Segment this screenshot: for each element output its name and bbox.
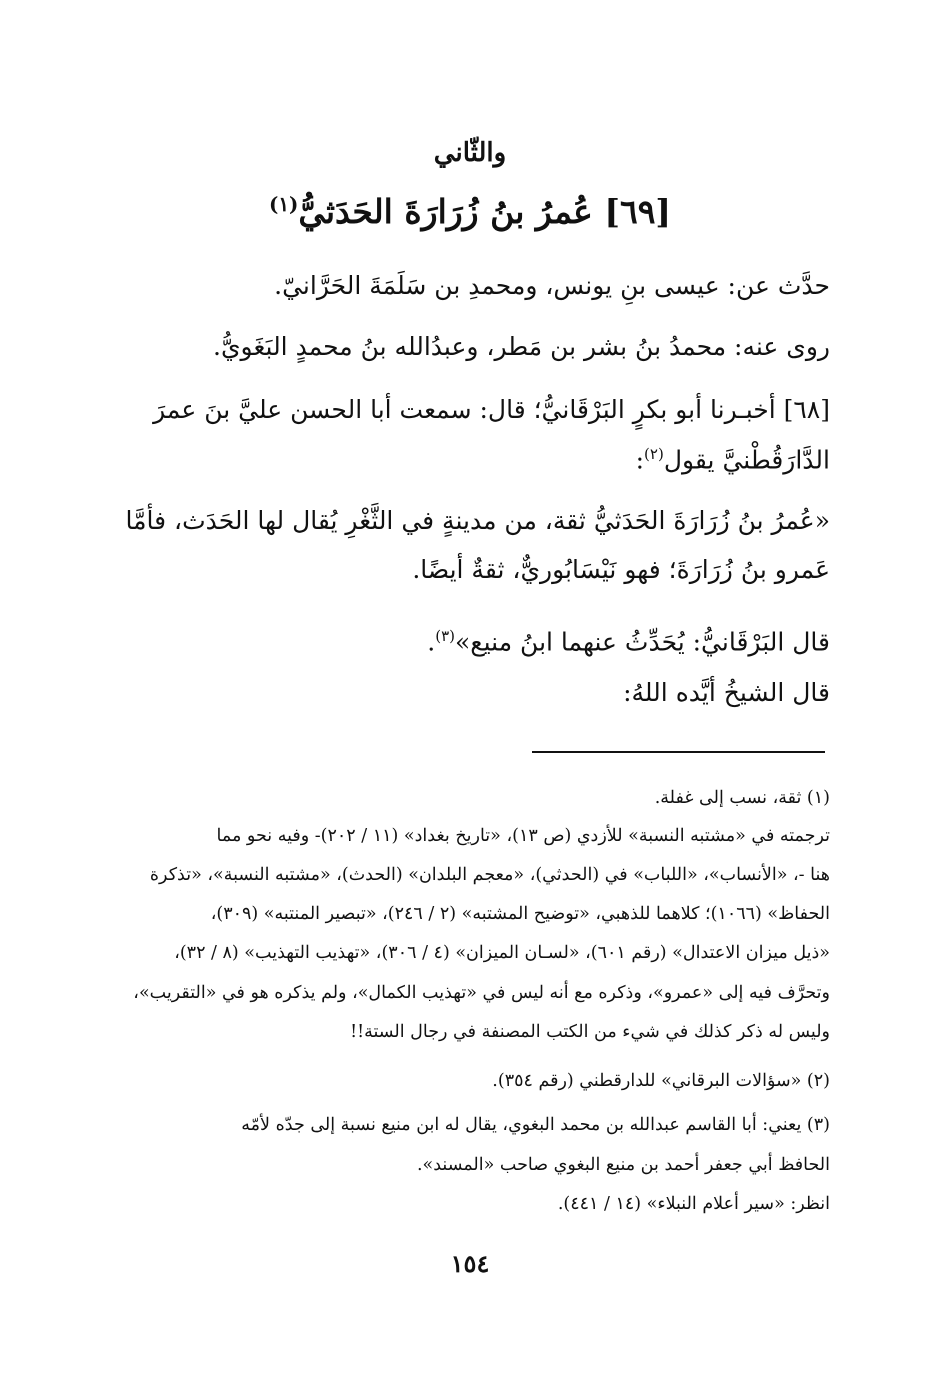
quote-line-2: عَمرو بنُ زُرَارَةَ؛ فهو نَيْسَابُوريٌّ، ثقةٌ أيضًا. — [412, 555, 830, 584]
body-line-narrated-by: روى عنه: محمدُ بنُ بشر بن مَطر، وعبدُالله بنُ محمدٍ البَغَويُّ. — [213, 332, 830, 361]
footnote-1-line-5: «ذيل ميزان الاعتدال» (رقم ٦٠١)، «لسـان الميزان» (٤ / ٣٠٦)، «تهذيب التهذيب» (٨ / ٣٢)، — [174, 943, 830, 963]
quote-line-1: «عُمرُ بنُ زُرَارَةَ الحَدَثيُّ ثقة، من مدينةٍ في الثَّغْرِ يُقال لها الحَدَث، فأمَّا — [125, 506, 830, 535]
body-line-narrated-from: حدَّث عن: عيسى بنِ يونس، ومحمدِ بن سَلَمَةَ الحَرَّانيّ. — [274, 271, 830, 300]
footnote-ref-1: (١) — [268, 192, 299, 216]
section-subheading: والثّاني — [433, 138, 507, 168]
footnote-1-line-3: هنا -، «الأنساب»، «اللباب» في (الحدثي)، «معجم البلدان» (الحدث)، «مشتبه النسبة»، «تذكرة — [149, 865, 830, 885]
footnote-2: (٢) «سؤالات البرقاني» للدارقطني (رقم ٣٥٤). — [492, 1071, 830, 1091]
footnote-ref-3: (٣) — [435, 627, 456, 645]
footnote-1-line-6: وتحرَّف فيه إلى «عمرو»، وذكره مع أنه ليس في «تهذيب الكمال»، ولم يذكره هو في «التقريب»، — [133, 983, 830, 1003]
shaykh-statement: قال الشيخُ أيَّده اللهُ: — [623, 678, 830, 707]
footnote-1-line-1: (١) ثقة، نسب إلى غفلة. — [654, 788, 830, 808]
barqani-statement: قال البَرْقَانيُّ: يُحَدِّثُ عنهما ابنُ منيع»$^{(٣)}$. — [427, 627, 830, 657]
footnote-1-line-7: وليس له ذكر كذلك في شيء من الكتب المصنفة في رجال الستة!! — [350, 1022, 830, 1042]
footnote-3-line-1: (٣) يعني: أبا القاسم عبدالله بن محمد البغوي، يقال له ابن منيع نسبة إلى جدّه لأمّه — [241, 1115, 830, 1135]
paragraph-1-line-1: [٦٨] أخبـرنا أبو بكرٍ البَرْقَانيُّ؛ قال: سمعت أبا الحسن عليَّ بنَ عمرَ — [153, 395, 830, 424]
entry-title — [0, 192, 940, 231]
footnote-divider — [532, 751, 825, 753]
paragraph-1-line-2: الدَّارَقُطْنيَّ يقول$^{(٢)}$: — [635, 445, 830, 475]
footnote-3-line-2: الحافظ أبي جعفر أحمد بن منيع البغوي صاحب «المسند». — [416, 1155, 830, 1175]
footnote-1-line-4: الحفاظ» (١٠٦٦)؛ كلاهما للذهبي، «توضيح المشتبه» (٢ / ٢٤٦)، «تبصير المنتبه» (٣٠٩)، — [210, 904, 830, 924]
footnote-1-line-2: ترجمته في «مشتبه النسبة» للأزدي (ص ١٣)، «تاريخ بغداد» (١١ / ٢٠٢)- وفيه نحو مما — [216, 826, 830, 846]
entry-title-text: [٦٩] عُمرُ بنُ زُرَارَةَ الحَدَثيُّ — [298, 192, 672, 231]
page-number: ١٥٤ — [450, 1249, 490, 1278]
footnote-3-line-3: انظر: «سير أعلام النبلاء» (١٤ / ٤٤١). — [557, 1194, 830, 1214]
footnote-ref-2: (٢) — [644, 445, 664, 463]
